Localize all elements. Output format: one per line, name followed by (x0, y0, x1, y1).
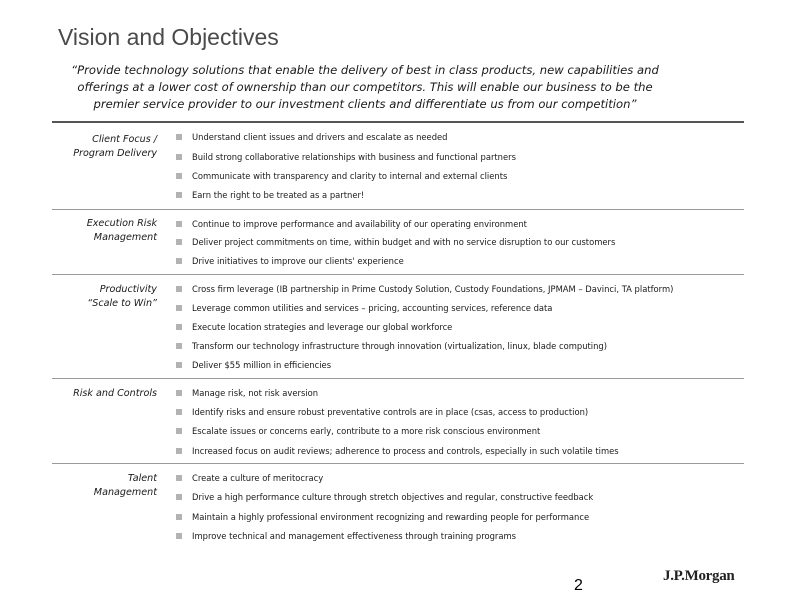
list-item: Increased focus on audit reviews; adherence to process and controls, especially in such volatile times (176, 446, 619, 457)
category-line: Client Focus / (92, 134, 157, 145)
square-bullet-icon (176, 409, 182, 415)
quote-line: “Provide technology solutions that enable the delivery of best in class products, new capabilities and (71, 63, 659, 77)
list-item: Escalate issues or concerns early, contribute to a more risk conscious environment (176, 426, 540, 437)
square-bullet-icon (176, 173, 182, 179)
square-bullet-icon (176, 324, 182, 330)
square-bullet-icon (176, 475, 182, 481)
list-item: Leverage common utilities and services – pricing, accounting services, reference data (176, 303, 552, 314)
category-line: Program Delivery (73, 148, 157, 159)
list-item: Deliver project commitments on time, within budget and with no service disruption to our customers (176, 237, 615, 248)
list-item: Earn the right to be treated as a partner! (176, 190, 364, 201)
category-line: Productivity (99, 284, 157, 295)
category-line: Management (93, 232, 157, 243)
quote-line: premier service provider to our investment clients and differentiate us from our competition” (93, 97, 637, 111)
square-bullet-icon (176, 362, 182, 368)
square-bullet-icon (176, 134, 182, 140)
list-item: Build strong collaborative relationships with business and functional partners (176, 152, 516, 163)
section-client-focus (52, 124, 744, 210)
square-bullet-icon (176, 533, 182, 539)
list-item: Execute location strategies and leverage our global workforce (176, 322, 452, 333)
square-bullet-icon (176, 494, 182, 500)
jpmorgan-logo: J.P.Morgan (663, 568, 735, 584)
quote-line: offerings at a lower cost of ownership than our competitors. This will enable our business to be the (77, 80, 653, 94)
list-item: Drive initiatives to improve our clients' experience (176, 256, 404, 267)
list-item: Understand client issues and drivers and escalate as needed (176, 132, 448, 143)
category-label (52, 283, 157, 311)
category-line: Talent (127, 473, 157, 484)
category-label (52, 387, 157, 401)
list-item: Drive a high performance culture through stretch objectives and regular, constructive feedback (176, 492, 593, 503)
list-item: Improve technical and management effectiveness through training programs (176, 531, 516, 542)
category-label (52, 472, 157, 500)
list-item: Create a culture of meritocracy (176, 473, 323, 484)
section-productivity (52, 275, 744, 379)
square-bullet-icon (176, 390, 182, 396)
page-number: 2 (574, 577, 583, 594)
list-item: Continue to improve performance and availability of our operating environment (176, 219, 527, 230)
list-item: Identify risks and ensure robust preventative controls are in place (csas, access to production) (176, 407, 588, 418)
square-bullet-icon (176, 239, 182, 245)
square-bullet-icon (176, 192, 182, 198)
square-bullet-icon (176, 448, 182, 454)
square-bullet-icon (176, 221, 182, 227)
category-label (52, 217, 157, 245)
category-label (52, 133, 157, 161)
square-bullet-icon (176, 343, 182, 349)
square-bullet-icon (176, 258, 182, 264)
list-item: Transform our technology infrastructure through innovation (virtualization, linux, blade computing) (176, 341, 607, 352)
list-item: Cross firm leverage (IB partnership in Prime Custody Solution, Custody Foundations, JPMAM – Davinci, TA platform) (176, 284, 673, 295)
square-bullet-icon (176, 305, 182, 311)
list-item: Manage risk, not risk aversion (176, 388, 318, 399)
category-line: Risk and Controls (73, 388, 157, 399)
section-risk-controls (52, 379, 744, 464)
section-execution-risk (52, 210, 744, 275)
category-line: “Scale to Win” (87, 298, 157, 309)
list-item: Deliver $55 million in efficiencies (176, 360, 331, 371)
square-bullet-icon (176, 286, 182, 292)
page-title: Vision and Objectives (58, 24, 279, 50)
category-line: Execution Risk (86, 218, 157, 229)
category-line: Management (93, 487, 157, 498)
square-bullet-icon (176, 428, 182, 434)
list-item: Communicate with transparency and clarity to internal and external clients (176, 171, 507, 182)
top-rule (52, 121, 744, 123)
section-talent (52, 464, 744, 549)
list-item: Maintain a highly professional environment recognizing and rewarding people for performance (176, 512, 589, 523)
square-bullet-icon (176, 154, 182, 160)
square-bullet-icon (176, 514, 182, 520)
vision-quote (20, 62, 710, 113)
